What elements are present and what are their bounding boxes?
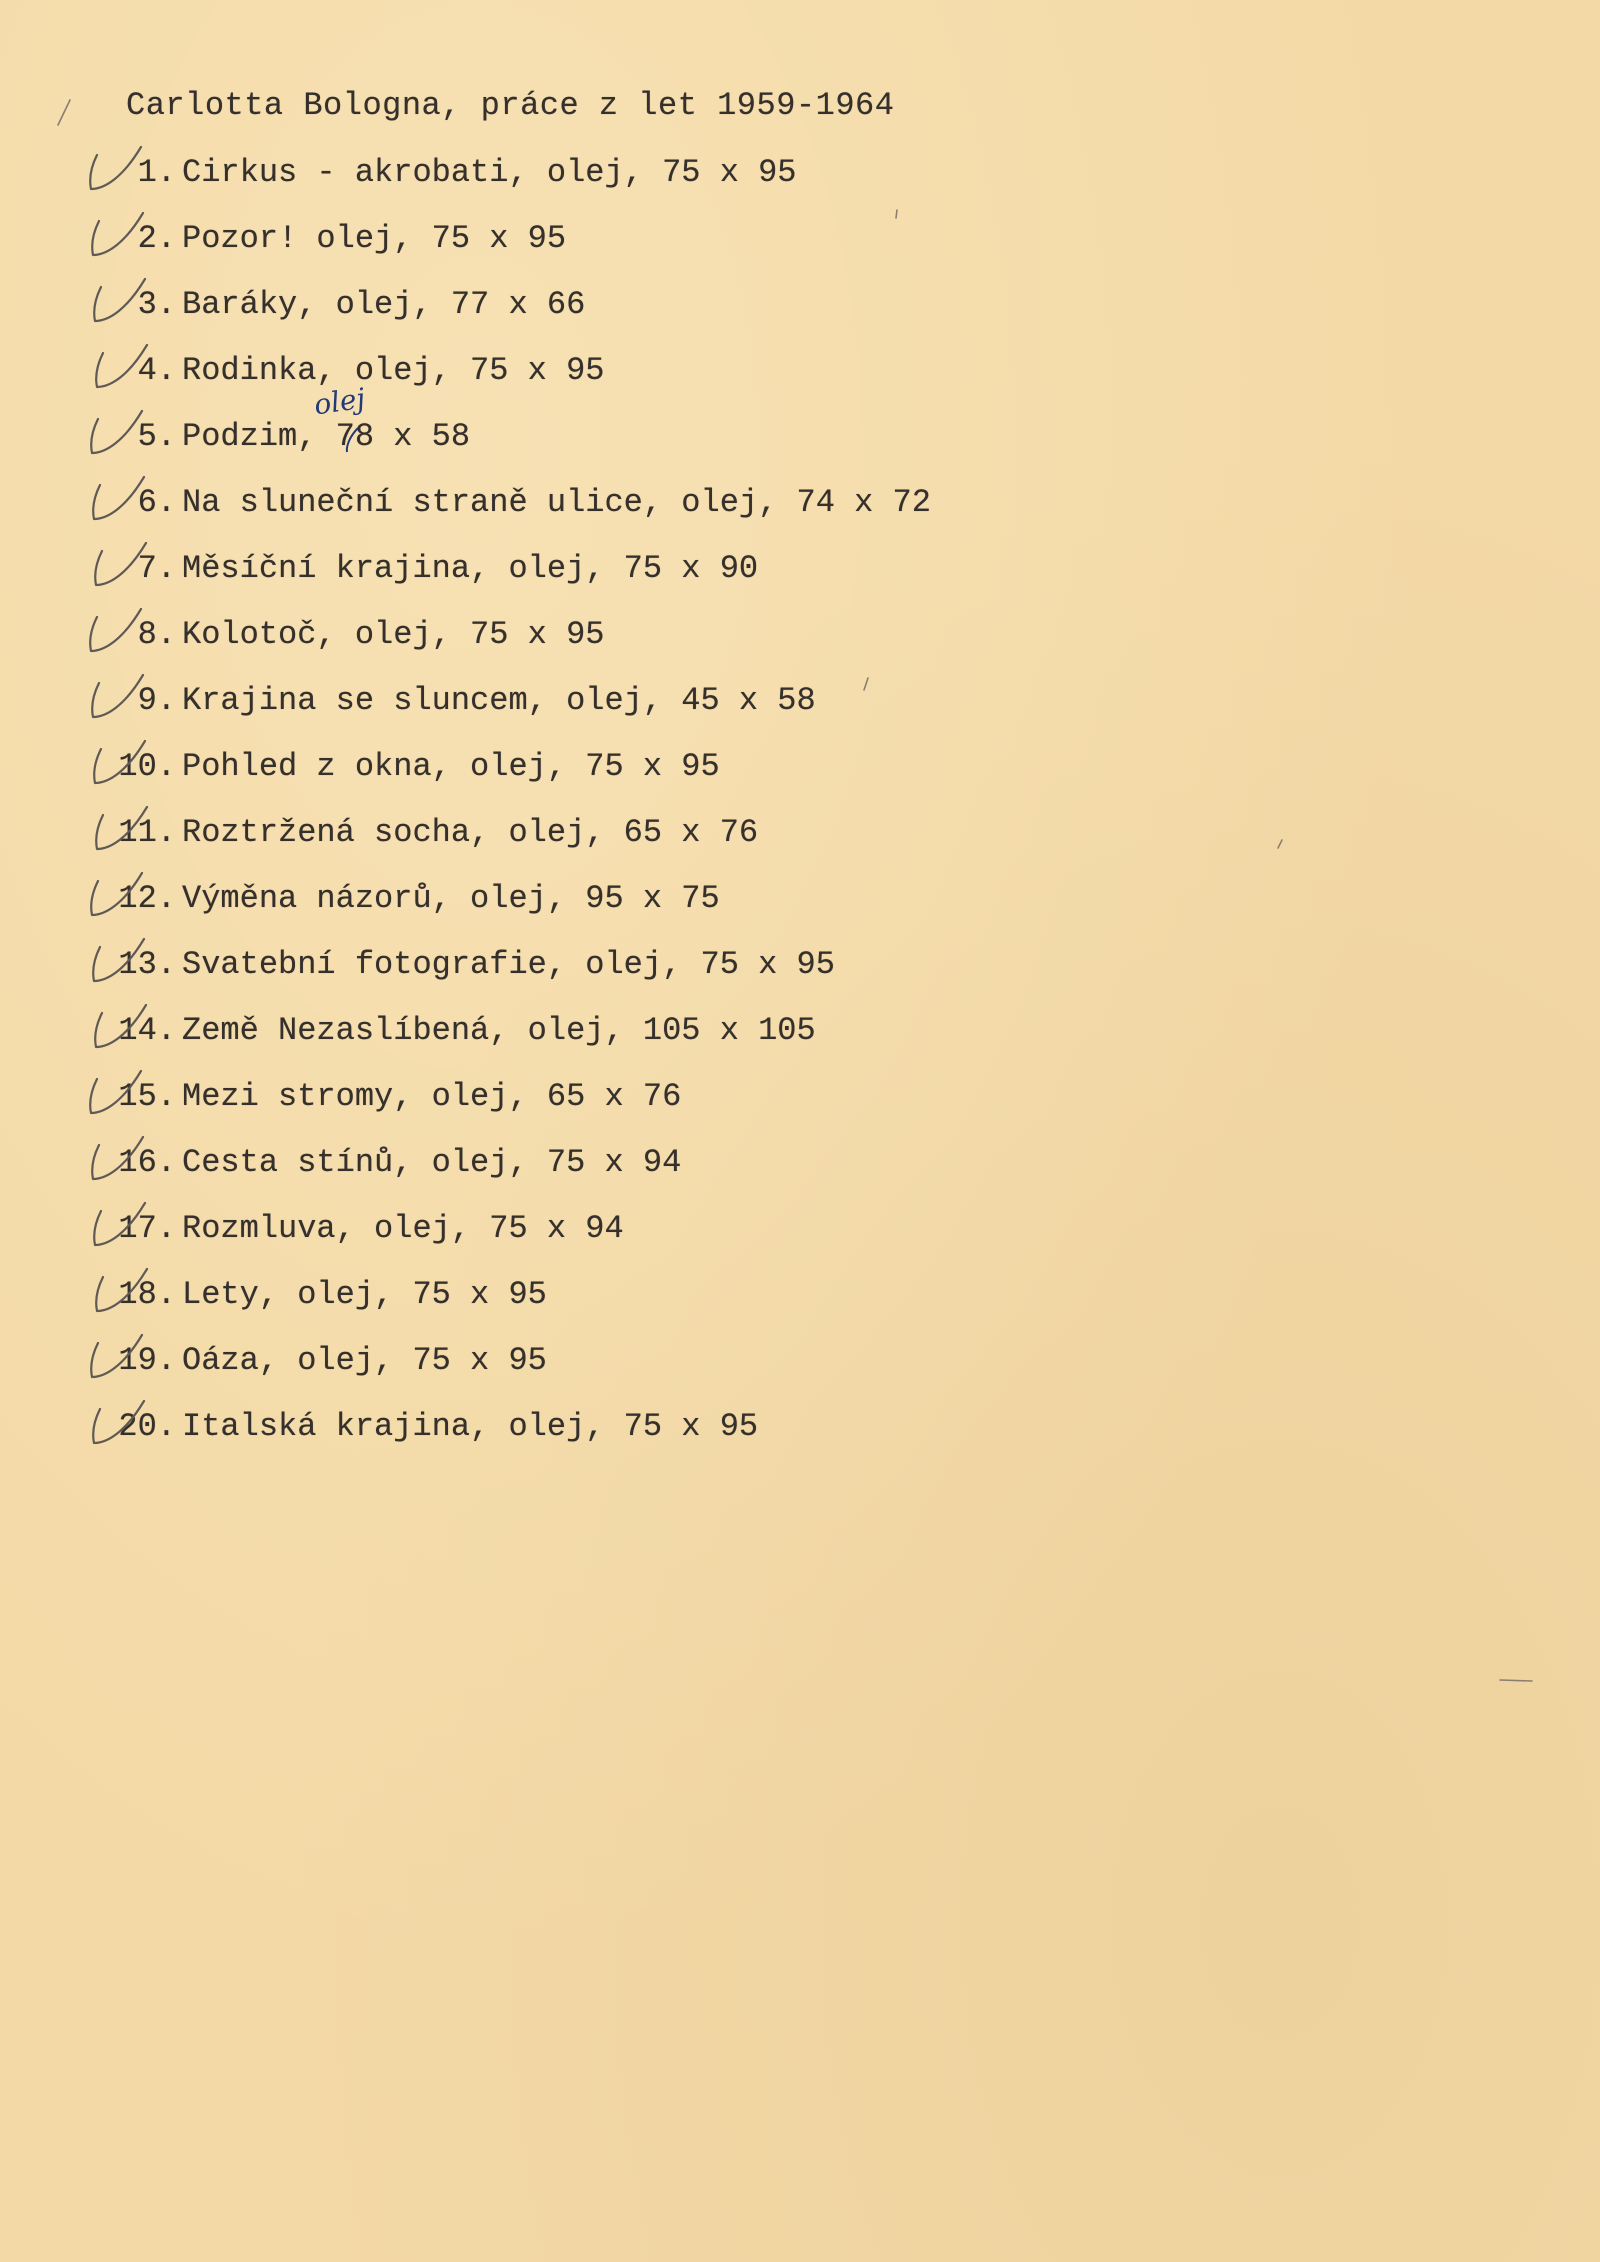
list-item [92,1143,1092,1183]
item-text: Měsíční krajina, olej, 75 x 90 [182,550,759,587]
item-number: 6. [137,484,176,521]
paper-speck [1500,1680,1532,1681]
item-text: Lety, olej, 75 x 95 [182,1276,547,1313]
list-item [92,1209,1092,1249]
list-item [92,1077,1092,1117]
list-item [92,747,1092,787]
document-title: Carlotta Bologna, práce z let 1959-1964 [126,87,895,124]
item-text: Na sluneční straně ulice, olej, 74 x 72 [182,484,931,521]
item-number: 17. [118,1210,176,1247]
item-number: 20. [118,1408,176,1445]
list-item [92,549,1092,589]
list-item [92,219,1092,259]
item-number: 19. [118,1342,176,1379]
item-text: Italská krajina, olej, 75 x 95 [182,1408,759,1445]
list-item [92,285,1092,325]
item-text: Pozor! olej, 75 x 95 [182,220,567,257]
item-number: 5. [137,418,176,455]
item-text: Rozmluva, olej, 75 x 94 [182,1210,624,1247]
list-item [92,153,1092,193]
item-number: 14. [118,1012,176,1049]
item-number: 7. [137,550,176,587]
list-item [92,879,1092,919]
item-number: 12. [118,880,176,917]
list-item [92,681,1092,721]
paper-speck [1278,840,1282,848]
item-number: 1. [137,154,176,191]
item-text: Cesta stínů, olej, 75 x 94 [182,1144,682,1181]
list-item [92,417,1092,457]
item-number: 11. [118,814,176,851]
item-text: Podzim, 78 x 58 [182,418,471,455]
item-number: 18. [118,1276,176,1313]
item-number: 8. [137,616,176,653]
item-text: Svatební fotografie, olej, 75 x 95 [182,946,835,983]
item-number: 4. [137,352,176,389]
list-item [92,1275,1092,1315]
list-item [92,1011,1092,1051]
item-text: Kolotoč, olej, 75 x 95 [182,616,605,653]
item-text: Oáza, olej, 75 x 95 [182,1342,547,1379]
item-number: 2. [137,220,176,257]
item-text: Krajina se sluncem, olej, 45 x 58 [182,682,816,719]
list-item [92,813,1092,853]
list-item [92,351,1092,391]
item-number: 3. [137,286,176,323]
list-item [92,483,1092,523]
list-item [92,945,1092,985]
list-item [92,1341,1092,1381]
item-number: 10. [118,748,176,785]
item-text: Cirkus - akrobati, olej, 75 x 95 [182,154,797,191]
item-text: Roztržená socha, olej, 65 x 76 [182,814,759,851]
list-item [92,1407,1092,1447]
item-text: Pohled z okna, olej, 75 x 95 [182,748,720,785]
item-text: Mezi stromy, olej, 65 x 76 [182,1078,682,1115]
list-item [92,615,1092,655]
pencil-tick-decorative [58,100,70,125]
item-number: 9. [137,682,176,719]
item-text: Baráky, olej, 77 x 66 [182,286,586,323]
paper-speck [896,210,897,218]
item-text: Rodinka, olej, 75 x 95 [182,352,605,389]
item-text: Výměna názorů, olej, 95 x 75 [182,880,720,917]
item-number: 15. [118,1078,176,1115]
item-number: 16. [118,1144,176,1181]
item-number: 13. [118,946,176,983]
handwritten-note: olej [311,381,368,422]
item-text: Země Nezaslíbená, olej, 105 x 105 [182,1012,816,1049]
